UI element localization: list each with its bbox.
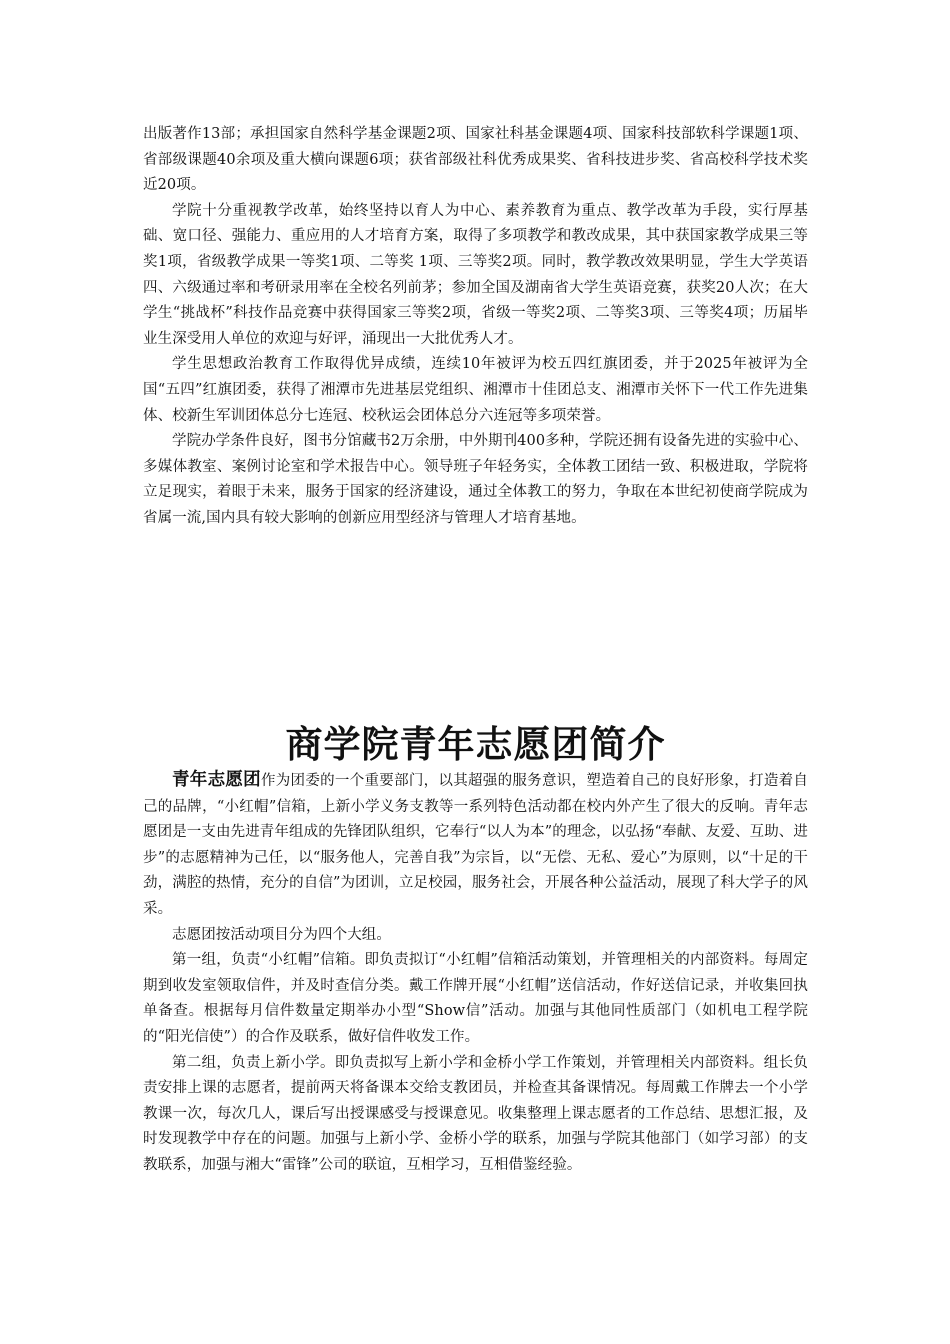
paragraph-facilities: 学院办学条件良好，图书分馆藏书2万余册，中外期刊400多种，学院还拥有设备先进的实验中心、多媒体教室、案例讨论室和学术报告中心。领导班子年轻务实，全体教工团结一致、积极进取，学院将立足现实，着眼于未来，服务于国家的经济建设，通过全体教工的努力，争取在本世纪初使商学院成为省属一流,国内具有较大影响的创新应用型经济与管理人才培育基地。 [143, 433, 808, 526]
paragraph-publications: 出版著作13部；承担国家自然科学基金课题2项、国家社科基金课题4项、国家科技部软科学课题1项、省部级课题40余项及重大横向课题6项；获省部级社科优秀成果奖、省科技进步奖、省高校科学技术奖近20项。 [143, 126, 808, 194]
paragraph-group-two: 第二组，负责上新小学。即负责拟写上新小学和金桥小学工作策划，并管理相关内部资料。组长负责安排上课的志愿者，提前两天将备课本交给支教团员，并检查其备课情况。每周戴工作牌去一个小学教课一次，每次几人，课后写出授课感受与授课意见。收集整理上课志愿者的工作总结、思想汇报，及时发现教学中存在的问题。加强与上新小学、金桥小学的联系，加强与学院其他部门（如学习部）的支教联系，加强与湘大“雷锋”公司的联谊，互相学习，互相借鉴经验。 [143, 1054, 808, 1173]
intro-continuation-section [143, 122, 808, 532]
paragraph-student-education: 学生思想政治教育工作取得优异成绩，连续10年被评为校五四红旗团委，并于2025年被评为全国“五四”红旗团委，获得了湘潭市先进基层党组织、湘潭市十佳团总支、湘潭市关怀下一代工作先进集体、校新生军训团体总分七连冠、校秋运会团体总分六连冠等多项荣誉。 [143, 356, 808, 424]
paragraph-teaching-reform: 学院十分重视教学改革，始终坚持以育人为中心、素养教育为重点、教学改革为手段，实行厚基础、宽口径、强能力、重应用的人才培育方案，取得了多项教学和教改成果，其中获国家教学成果三等奖1项，省级教学成果一等奖1项、二等奖 1项、三等奖2项。同时，教学教改效果明显，学生大学英语四、六级通过率和考研录用率在全校名列前茅；参加全国及湖南省大学生英语竞赛，获奖20人次；在大学生“挑战杯”科技作品竞赛中获得国家三等奖2项，省级一等奖2项、二等奖3项、三等奖4项；历届毕业生深受用人单位的欢迎与好评，涌现出一大批优秀人才。 [143, 202, 808, 347]
lead-text: 作为团委的一个重要部门，以其超强的服务意识，塑造着自己的良好形象，打造着自己的品牌，“小红帽”信箱，上新小学义务支教等一系列特色活动都在校内外产生了很大的反响。青年志愿团是一支由先进青年组成的先锋团队组织，它奉行“以人为本”的理念，以弘扬“奉献、友爱、互助、进步”的志愿精神为己任，以“服务他人，完善自我”为宗旨，以“无偿、无私、爱心”为原则，以“十足的干劲，满腔的热情，充分的自信”为团训，立足校园，服务社会，开展各种公益活动，展现了科大学子的风采。 [143, 773, 808, 917]
volunteer-intro-section [143, 768, 808, 1179]
page-title: 商学院青年志愿团简介 [285, 723, 666, 766]
lead-term: 青年志愿团 [172, 770, 261, 790]
paragraph-group-one: 第一组，负责“小红帽”信箱。即负责拟订“小红帽”信箱活动策划，并管理相关的内部资料。每周定期到收发室领取信件，并及时查信分类。戴工作牌开展“小红帽”送信活动，作好送信记录，并收集回执单备查。根据每月信件数量定期举办小型“Show信”活动。加强与其他同性质部门（如机电工程学院的“阳光信使”）的合作及联系，做好信件收发工作。 [143, 952, 808, 1045]
paragraph-volunteer-overview [143, 768, 808, 923]
paragraph-groups-summary: 志愿团按活动项目分为四个大组。 [172, 926, 391, 943]
